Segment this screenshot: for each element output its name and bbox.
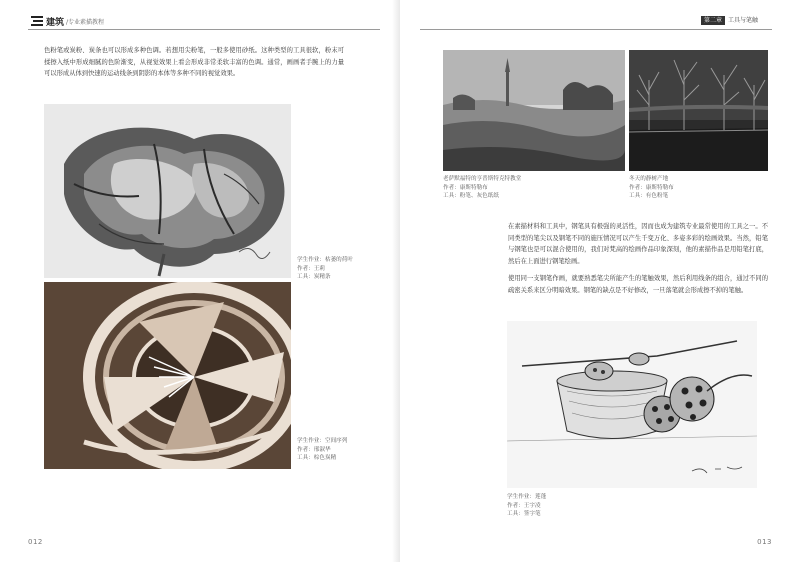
chapter-title: 工具与笔触 [727,17,758,24]
header-rule [420,29,772,30]
right-page-number: 013 [757,538,772,546]
left-paragraph: 色粉笔或炭粉、炭条也可以形成多种色调。若想用尖粉笔，一般多使用砂纸。这种类型的工具很软，粉末可揉擦入纸中形成细腻的色阶渐变，从视觉效果上看会形成非常柔软丰富的色调。通常，画画者手腕上的力量可以形成从体到快速的运动线条到阴影的本体等多种不同的视觉效果。 [44,47,344,78]
spatial-sequence-drawing [44,282,291,469]
lotus-leaf-caption: 学生作业：枯萎的荷叶 作者：王莉 工具：炭精条 [297,257,353,281]
left-page-number: 012 [28,538,43,546]
lotus-pods-caption: 学生作业：莲蓬 作者：王宇凌 工具：签字笔 [507,494,547,518]
right-paragraph-1: 在素描材料和工具中，钢笔具有极强的灵活性，因而也成为建筑专业最常使用的工具之一。不同类型的笔尖以及钢笔不同的施压情况可以产生千变万化、多姿多彩的绘画效果。当然，铅笔与钢笔也是可以混合使用的，我们对梵高的绘画作品印象深刻，他的素描作品是用铅笔打底，然后在上面进行钢笔绘画。 [508,223,768,265]
church-landscape-drawing [443,50,625,171]
winter-trees-caption: 冬天的静树产地 作者：康斯特勒布 工具：有色粉笔 [629,176,674,200]
right-page [400,0,800,562]
header-rule [28,29,380,30]
spatial-sequence-caption: 学生作业：空间序列 作者：邢淑华 工具：棕色炭精 [297,438,348,462]
winter-trees-drawing [629,50,768,171]
lotus-leaf-drawing [44,104,291,278]
chapter-chip: 第二章 [701,16,725,25]
lotus-pods-drawing [507,321,757,488]
right-paragraph-2: 使用同一支钢笔作画，就要熟悉笔尖所能产生的笔触效果，然后利用线条的组合，通过不同的疏密关系来区分明暗效果。钢笔的缺点是不好修改，一旦落笔就会形成擦不掉的笔触。 [508,275,768,294]
church-landscape-caption: 老萨默福特的亨普斯特克特教堂 作者：康斯特勒布 工具：粉笔、灰色纸纸 [443,176,522,200]
logo-text: 建筑 [46,18,65,28]
book-subtitle: /专业素描教程 [66,19,105,26]
logo-icon [30,14,44,26]
chapter-tag [701,15,758,24]
